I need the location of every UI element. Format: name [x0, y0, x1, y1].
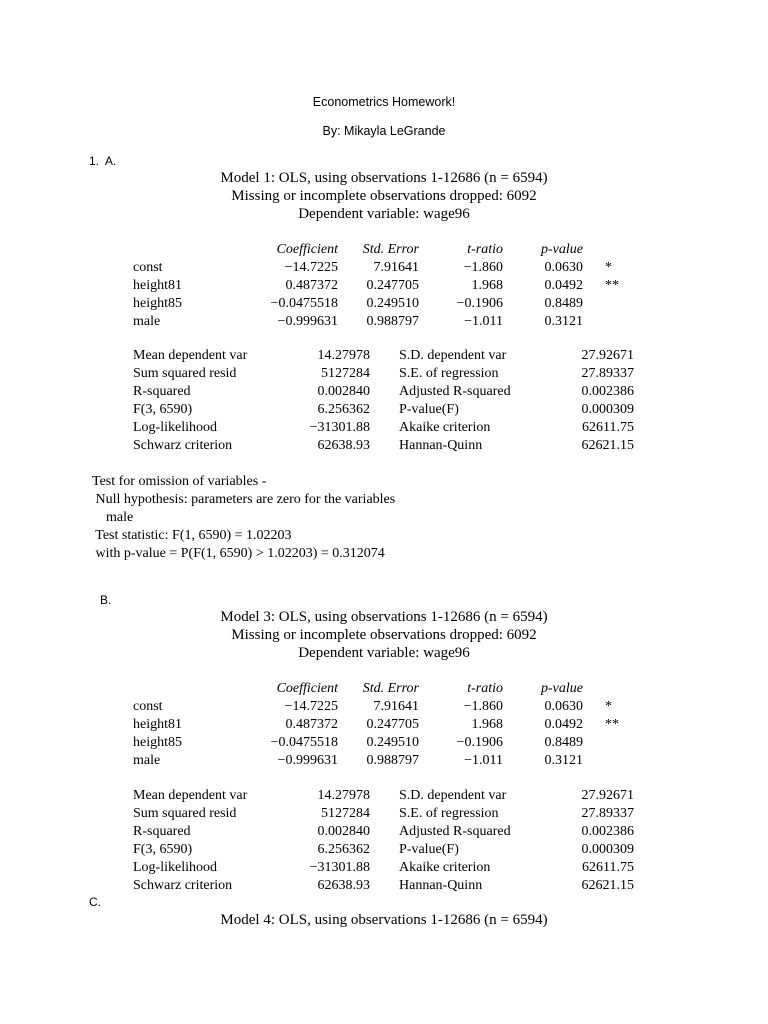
col-header-coefficient: Coefficient — [276, 242, 338, 257]
stat-label: F(3, 6590) — [133, 402, 193, 417]
significance-stars: * — [605, 260, 612, 275]
stat-label: Adjusted R-squared — [399, 384, 511, 399]
p-value: 0.3121 — [544, 314, 583, 329]
stat-value: 0.002840 — [317, 824, 370, 839]
t-ratio: −0.1906 — [456, 735, 503, 750]
coefficient: −0.999631 — [277, 753, 338, 768]
var-name: height81 — [133, 717, 182, 732]
model3-depvar: Dependent variable: wage96 — [298, 645, 470, 661]
omission-test-null: Null hypothesis: parameters are zero for the variables — [92, 492, 396, 507]
t-ratio: −1.860 — [463, 699, 503, 714]
omission-test-statistic: Test statistic: F(1, 6590) = 1.02203 — [92, 528, 292, 543]
t-ratio: 1.968 — [471, 278, 503, 293]
stat-value: 6.256362 — [317, 402, 370, 417]
omission-test-title: Test for omission of variables - — [92, 474, 267, 489]
stat-value: 62638.93 — [317, 438, 370, 453]
var-name: height85 — [133, 735, 182, 750]
var-name: male — [133, 753, 161, 768]
stat-value: 62621.15 — [581, 438, 634, 453]
stat-value: 62621.15 — [581, 878, 634, 893]
stat-label: Log-likelihood — [133, 420, 217, 435]
col-header-p-value: p-value — [541, 242, 583, 257]
document-title: Econometrics Homework! — [312, 95, 456, 109]
coefficient: 0.487372 — [285, 278, 338, 293]
t-ratio: −1.011 — [464, 753, 503, 768]
p-value: 0.3121 — [544, 753, 583, 768]
stat-label: Akaike criterion — [399, 860, 491, 875]
col-header-t-ratio: t-ratio — [467, 681, 503, 696]
stat-label: Hannan-Quinn — [399, 878, 483, 893]
p-value: 0.0492 — [544, 717, 583, 732]
var-name: male — [133, 314, 161, 329]
stat-value: 0.002386 — [581, 824, 634, 839]
model1-missing: Missing or incomplete observations dropped: 6092 — [231, 188, 537, 204]
stat-value: 0.002840 — [317, 384, 370, 399]
stat-label: Adjusted R-squared — [399, 824, 511, 839]
model1-header: Model 1: OLS, using observations 1-12686 (n = 6594) — [220, 170, 548, 186]
t-ratio: −1.860 — [463, 260, 503, 275]
stat-value: −31301.88 — [309, 420, 370, 435]
section-label-c: C. — [89, 895, 101, 909]
p-value: 0.8489 — [544, 296, 583, 311]
coefficient: −14.7225 — [284, 699, 338, 714]
col-header-std-error: Std. Error — [362, 242, 419, 257]
stat-label: Sum squared resid — [133, 806, 237, 821]
stat-value: 5127284 — [321, 806, 370, 821]
coefficient: −0.0475518 — [270, 735, 338, 750]
col-header-std-error: Std. Error — [362, 681, 419, 696]
col-header-coefficient: Coefficient — [276, 681, 338, 696]
var-name: const — [133, 699, 163, 714]
stat-label: Log-likelihood — [133, 860, 217, 875]
stat-label: P-value(F) — [399, 402, 459, 417]
std-error: 0.249510 — [366, 296, 419, 311]
model1-depvar: Dependent variable: wage96 — [298, 206, 470, 222]
stat-label: Hannan-Quinn — [399, 438, 483, 453]
var-name: const — [133, 260, 163, 275]
coefficient: −14.7225 — [284, 260, 338, 275]
model3-missing: Missing or incomplete observations dropped: 6092 — [231, 627, 537, 643]
stat-value: 14.27978 — [317, 348, 370, 363]
stat-label: F(3, 6590) — [133, 842, 193, 857]
stat-label: Schwarz criterion — [133, 878, 233, 893]
omission-test-pvalue: with p-value = P(F(1, 6590) > 1.02203) = 0.312074 — [92, 546, 385, 561]
std-error: 0.247705 — [366, 278, 419, 293]
std-error: 0.988797 — [366, 314, 419, 329]
p-value: 0.0630 — [544, 699, 583, 714]
t-ratio: −1.011 — [464, 314, 503, 329]
stat-value: 0.000309 — [581, 842, 634, 857]
significance-stars: ** — [605, 278, 619, 293]
coefficient: 0.487372 — [285, 717, 338, 732]
stat-label: Schwarz criterion — [133, 438, 233, 453]
p-value: 0.0492 — [544, 278, 583, 293]
var-name: height85 — [133, 296, 182, 311]
p-value: 0.0630 — [544, 260, 583, 275]
std-error: 7.91641 — [373, 699, 419, 714]
stat-value: 27.92671 — [581, 788, 634, 803]
coefficient: −0.0475518 — [270, 296, 338, 311]
t-ratio: 1.968 — [471, 717, 503, 732]
stat-value: 27.89337 — [581, 366, 634, 381]
stat-label: S.D. dependent var — [399, 788, 507, 803]
stat-value: 6.256362 — [317, 842, 370, 857]
std-error: 0.247705 — [366, 717, 419, 732]
stat-label: R-squared — [133, 384, 191, 399]
std-error: 7.91641 — [373, 260, 419, 275]
var-name: height81 — [133, 278, 182, 293]
coefficient: −0.999631 — [277, 314, 338, 329]
omission-test-variable: male — [92, 510, 134, 525]
std-error: 0.249510 — [366, 735, 419, 750]
stat-label: Mean dependent var — [133, 348, 248, 363]
model3-header: Model 3: OLS, using observations 1-12686 (n = 6594) — [220, 609, 548, 625]
stat-label: Akaike criterion — [399, 420, 491, 435]
p-value: 0.8489 — [544, 735, 583, 750]
stat-value: 0.000309 — [581, 402, 634, 417]
stat-label: S.D. dependent var — [399, 348, 507, 363]
stat-label: Mean dependent var — [133, 788, 248, 803]
t-ratio: −0.1906 — [456, 296, 503, 311]
col-header-p-value: p-value — [541, 681, 583, 696]
stat-value: 14.27978 — [317, 788, 370, 803]
stat-label: S.E. of regression — [399, 806, 499, 821]
col-header-t-ratio: t-ratio — [467, 242, 503, 257]
stat-value: 0.002386 — [581, 384, 634, 399]
stat-value: 62638.93 — [317, 878, 370, 893]
section-label-a: 1. A. — [89, 154, 117, 168]
stat-value: −31301.88 — [309, 860, 370, 875]
stat-label: S.E. of regression — [399, 366, 499, 381]
document-author: By: Mikayla LeGrande — [322, 124, 446, 138]
stat-label: P-value(F) — [399, 842, 459, 857]
stat-value: 27.92671 — [581, 348, 634, 363]
model4-header: Model 4: OLS, using observations 1-12686 (n = 6594) — [220, 912, 548, 928]
omission-test — [92, 474, 395, 564]
significance-stars: ** — [605, 717, 619, 732]
section-label-b: B. — [100, 593, 112, 607]
std-error: 0.988797 — [366, 753, 419, 768]
stat-value: 62611.75 — [582, 420, 634, 435]
significance-stars: * — [605, 699, 612, 714]
stat-value: 5127284 — [321, 366, 370, 381]
stat-value: 62611.75 — [582, 860, 634, 875]
stat-label: Sum squared resid — [133, 366, 237, 381]
stat-value: 27.89337 — [581, 806, 634, 821]
stat-label: R-squared — [133, 824, 191, 839]
